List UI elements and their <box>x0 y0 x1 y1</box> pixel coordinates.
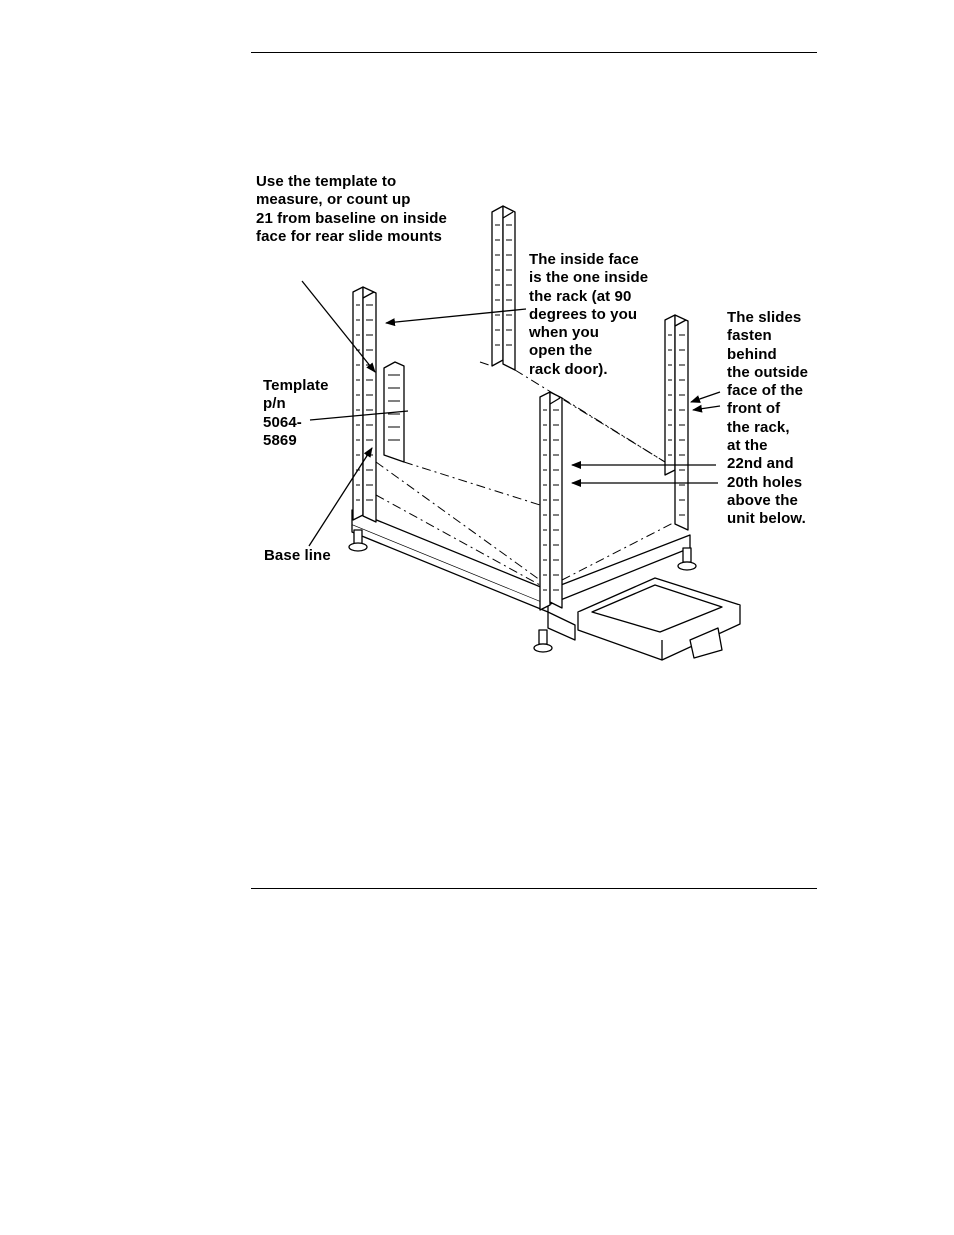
rear-left-post <box>492 206 503 366</box>
label-template-instruction: Use the template to measure, or count up 21 from baseline on inside face for rear slide mounts <box>256 173 447 245</box>
label-template-part: Template p/n 5064- 5869 <box>263 377 329 449</box>
foot-left <box>349 543 367 551</box>
foot-front <box>534 644 552 652</box>
leader-outside-face-2 <box>693 406 720 410</box>
label-base-line: Base line <box>264 547 331 564</box>
label-slides-fasten: The slides fasten behind the outside face of the front of the rack, at the 22nd and 20th holes above the unit below. <box>727 309 809 528</box>
leader-outside-face-1 <box>691 392 720 402</box>
foot-right <box>678 562 696 570</box>
label-inside-face: The inside face is the one inside the rack (at 90 degrees to you when you open the rack door). <box>529 251 649 378</box>
